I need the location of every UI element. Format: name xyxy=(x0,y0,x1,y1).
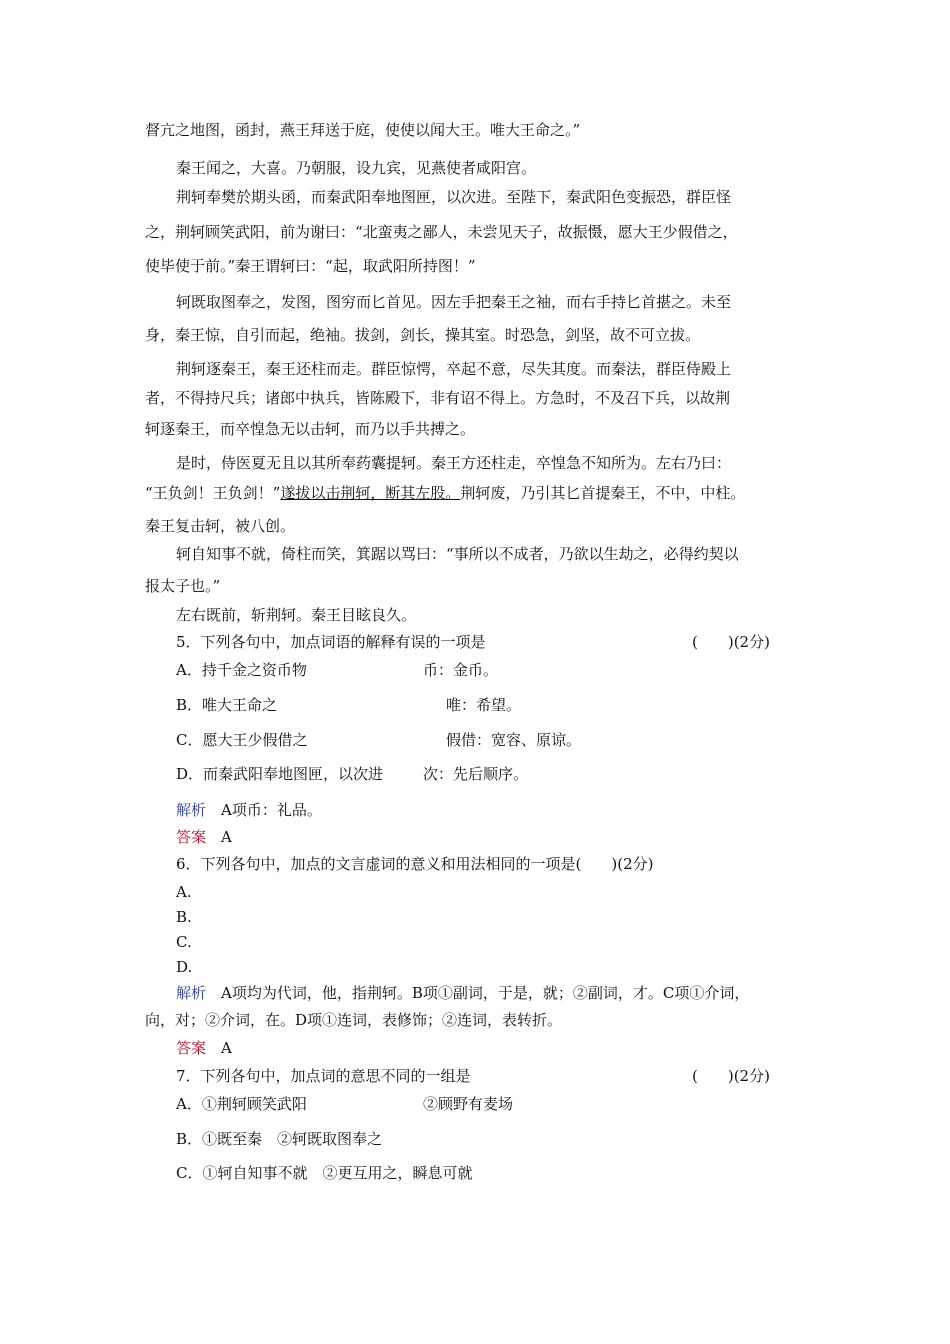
underlined-sentence: 遂拔以击荆轲，断其左股。 xyxy=(280,484,461,502)
question-7-option-b: B．①既至秦 ②轲既取图奉之 xyxy=(176,1130,383,1148)
analysis-text: A项均为代词，他，指荆轲。B项①副词，于是，就；②副词，才。C项①介词， xyxy=(206,984,750,1002)
question-6-answer xyxy=(176,1037,846,1059)
passage-line: 荆轲奉樊於期头函，而秦武阳奉地图匣，以次进。至陛下，秦武阳色变振恐，群臣怪 xyxy=(176,188,732,206)
question-5-option-a: A．持千金之资币物 xyxy=(176,661,307,679)
question-7-option-a-second: ②顾野有麦场 xyxy=(423,1095,514,1113)
question-5-option-d: D．而秦武阳奉地图匣，以次进 xyxy=(176,765,384,783)
question-5-option-c: C．愿大王少假借之 xyxy=(176,731,308,749)
question-5-analysis xyxy=(176,799,846,821)
question-5-option-d-gloss: 次：先后顺序。 xyxy=(423,765,529,783)
question-7-mark: ( )(2分) xyxy=(692,1067,770,1085)
passage-line: 使毕使于前。”秦王谓轲曰：“起，取武阳所持图！” xyxy=(145,257,476,275)
question-6-stem: 6．下列各句中，加点的文言虚词的意义和用法相同的一项是( )(2分) xyxy=(176,855,654,873)
passage-line: 轲既取图奉之，发图，图穷而匕首见。因左手把秦王之袖，而右手持匕首揕之。未至 xyxy=(176,293,732,311)
question-5-option-b: B．唯大王命之 xyxy=(176,696,278,714)
passage-line: 者，不得持尺兵；诸郎中执兵，皆陈殿下，非有诏不得上。方急时，不及召下兵，以故荆 xyxy=(145,389,731,407)
question-6-option-a: A. xyxy=(176,883,192,901)
analysis-text: A项币：礼品。 xyxy=(206,801,322,819)
question-6-option-c: C. xyxy=(176,933,192,951)
passage-line: 是时，侍医夏无且以其所奉药囊提轲。秦王方还柱走，卒惶急不知所为。左右乃曰： xyxy=(176,454,732,472)
question-6-option-d: D. xyxy=(176,958,193,976)
question-5-option-c-gloss: 假借：宽容、原谅。 xyxy=(446,731,582,749)
passage-text: 荆轲废，乃引其匕首提秦王，不中，中柱。 xyxy=(460,484,746,502)
question-5-mark: ( )(2分) xyxy=(692,633,770,651)
passage-line: 报太子也。” xyxy=(145,577,221,595)
passage-line: 身，秦王惊，自引而起，绝袖。拔剑，剑长，操其室。时恐急，剑坚，故不可立拔。 xyxy=(145,326,701,344)
question-6-analysis xyxy=(176,982,846,1004)
question-7-option-a: A．①荆轲顾笑武阳 xyxy=(176,1095,307,1113)
question-6-option-b: B. xyxy=(176,908,192,926)
question-7-option-c: C．①轲自知事不就 ②更互用之，瞬息可就 xyxy=(176,1164,473,1182)
answer-text: A xyxy=(206,828,232,846)
passage-line: 荆轲逐秦王，秦王还柱而走。群臣惊愕，卒起不意，尽失其度。而秦法，群臣侍殿上 xyxy=(176,360,732,378)
answer-label: 答案 xyxy=(176,1039,207,1057)
question-5-option-a-gloss: 币：金币。 xyxy=(423,661,499,679)
passage-text: “王负剑！王负剑！” xyxy=(145,484,281,502)
passage-line: 之，荆轲顾笑武阳，前为谢曰：“北蛮夷之鄙人，未尝见天子，故振慑，愿大王少假借之， xyxy=(145,223,738,241)
question-6-analysis-cont: 向，对；②介词，在。D项①连词，表修饰；②连词，表转折。 xyxy=(145,1011,563,1029)
analysis-label: 解析 xyxy=(176,801,207,819)
question-7-stem: 7．下列各句中，加点词的意思不同的一组是 xyxy=(176,1067,471,1085)
passage-line: 左右既前，斩荆轲。秦王目眩良久。 xyxy=(176,606,417,624)
answer-label: 答案 xyxy=(176,828,207,846)
question-5-stem: 5．下列各句中，加点词语的解释有误的一项是 xyxy=(176,633,486,651)
answer-text: A xyxy=(206,1039,232,1057)
analysis-label: 解析 xyxy=(176,984,207,1002)
question-5-answer xyxy=(176,826,846,848)
passage-line: 轲自知事不就，倚柱而笑，箕踞以骂曰：“事所以不成者，乃欲以生劫之，必得约契以 xyxy=(176,545,739,563)
passage-line: 督亢之地图，函封，燕王拜送于庭，使使以闻大王。唯大王命之。” xyxy=(145,121,581,139)
passage-line: 轲逐秦王，而卒惶急无以击轲，而乃以手共搏之。 xyxy=(145,420,476,438)
passage-line: 秦王闻之，大喜。乃朝服，设九宾，见燕使者咸阳宫。 xyxy=(176,159,537,177)
passage-line: 秦王复击轲，被八创。 xyxy=(145,517,296,535)
question-5-option-b-gloss: 唯：希望。 xyxy=(446,696,522,714)
passage-line xyxy=(145,482,815,504)
